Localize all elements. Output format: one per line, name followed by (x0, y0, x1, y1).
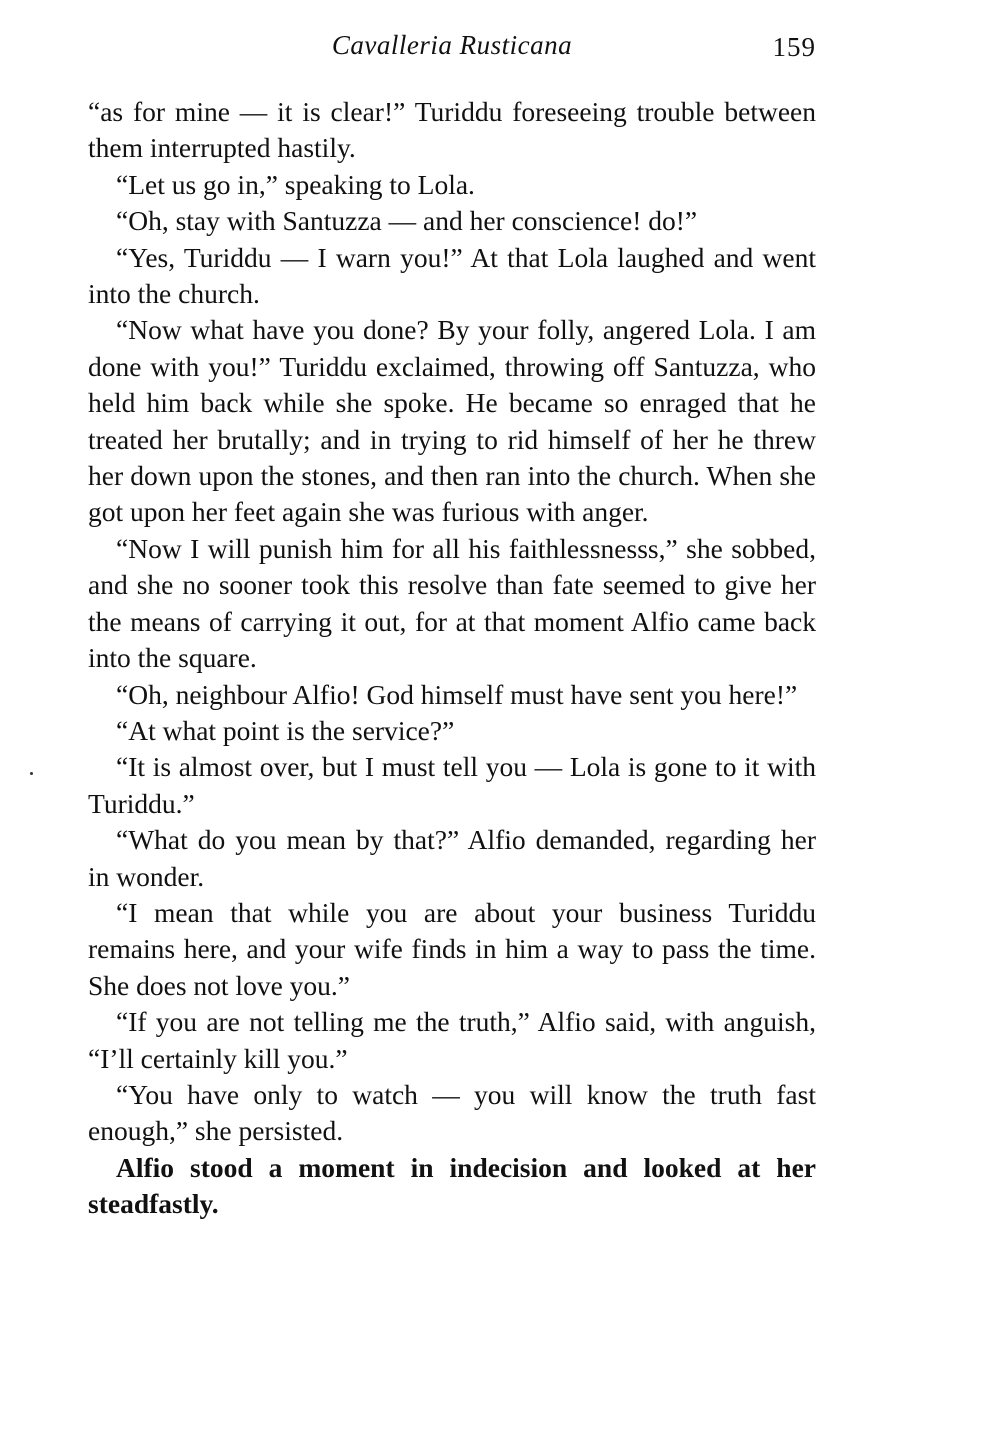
paragraph: “Now I will punish him for all his faithlessnesss,” she sobbed, and she no sooner took this resolve than fate seemed to give her the means of carrying it out, for at that moment Alfio came back into the square. (88, 532, 816, 674)
paragraph: “Oh, stay with Santuzza — and her conscience! do!” (116, 205, 698, 237)
paragraph: “I mean that while you are about your business Turiddu remains here, and your wife finds in him a way to pass the time. She does not love you.” (88, 896, 816, 1001)
page-number: 159 (772, 32, 816, 62)
running-head (88, 30, 816, 70)
body-text (88, 94, 816, 1223)
paragraph: “Yes, Turiddu — I warn you!” At that Lola laughed and went into the church. (88, 241, 816, 310)
paragraph: “What do you mean by that?” Alfio demanded, regarding her in wonder. (88, 824, 816, 892)
paragraph: “It is almost over, but I must tell you — Lola is gone to it with Turiddu.” (88, 751, 816, 819)
paragraph: Alfio stood a moment in indecision and looked at her steadfastly. (88, 1151, 816, 1220)
paragraph: “Let us go in,” speaking to Lola. (116, 168, 475, 200)
paragraph: “as for mine — it is clear!” Turiddu foreseeing trouble between them interrupted hastily. (88, 96, 816, 164)
running-title: Cavalleria Rusticana (331, 30, 573, 60)
paragraph: “If you are not telling me the truth,” Alfio said, with anguish, “I’ll certainly kill you.” (88, 1006, 816, 1074)
paragraph: “Now what have you done? By your folly, angered Lola. I am done with you!” Turiddu exclaimed, throwing off Santuzza, who held him back while she spoke. He became so enraged that he treated her brutally; and in trying to rid himself of her he threw her down upon the stones, and then ran into the church. When she got upon her feet again she was furious with anger. (88, 314, 816, 528)
paragraph: “Oh, neighbour Alfio! God himself must have sent you here!” (116, 678, 798, 710)
paragraph: “At what point is the service?” (116, 714, 455, 746)
paragraph: “You have only to watch — you will know the truth fast enough,” she persisted. (88, 1078, 816, 1147)
scan-speck (30, 772, 33, 775)
